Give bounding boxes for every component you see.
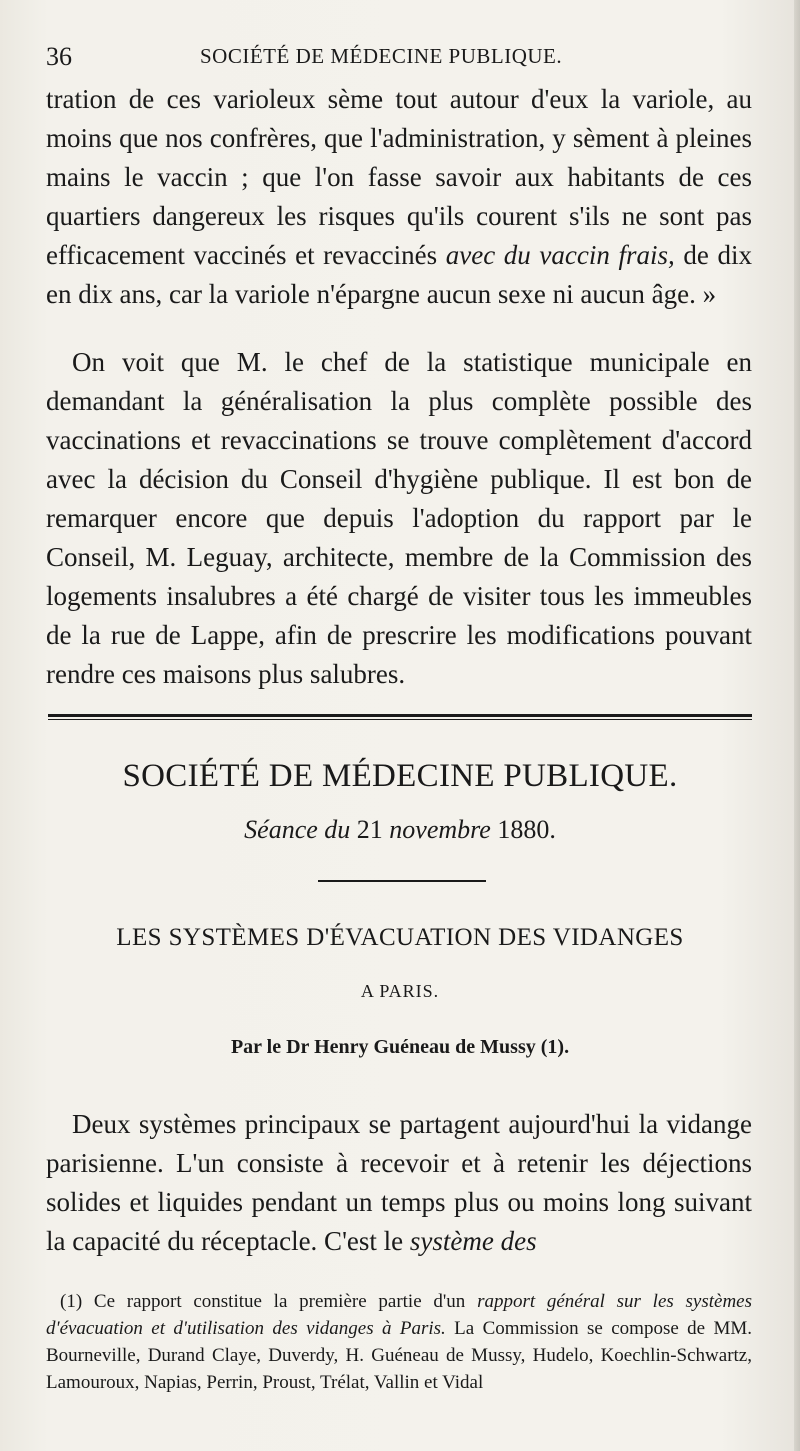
article-title: LES SYSTÈMES D'ÉVACUATION DES VIDANGES bbox=[116, 924, 684, 951]
seance-month: novembre bbox=[389, 815, 491, 844]
paragraph-3-italic: système des bbox=[409, 1226, 537, 1256]
paragraph-3 bbox=[46, 1105, 752, 1261]
society-title: SOCIÉTÉ DE MÉDECINE PUBLIQUE. bbox=[122, 758, 678, 794]
page-edge-shadow bbox=[794, 0, 800, 1451]
page-number: 36 bbox=[46, 42, 72, 71]
article-subtitle: A PARIS. bbox=[360, 981, 440, 1001]
seance-label: Séance du bbox=[244, 815, 351, 844]
footnote bbox=[46, 1288, 752, 1396]
footnote-italic: rapport général sur les systèmes d'évacuation et d'utilisation des vidanges à Paris. bbox=[46, 1291, 753, 1339]
paragraph-1-italic: avec du vaccin frais, bbox=[445, 240, 675, 270]
footnote-lead: (1) Ce rapport constitue la première partie d'un bbox=[60, 1291, 466, 1312]
paragraph-2-text: On voit que M. le chef de la statistique municipale en demandant la généralisation la plus complète possible des vaccinations et revaccinations se trouve complètement d'accord avec la décision du Conseil d'hygiène publique. Il est bon de remarquer encore que depuis l'adoption du rapport par le Conseil, M. Leguay, architecte, membre de la Commission des logements insalubres a été chargé de visiter tous les immeubles de la rue de Lappe, afin de prescrire les modifications pouvant rendre ces maisons plus salubres. bbox=[46, 347, 752, 689]
paragraph-3-lead: Deux systèmes principaux se partagent aujourd'hui la vidange parisienne. L'un consiste à recevoir et à retenir les déjections solides et liquides pendant un temps plus ou moins long suivant la capacité du réceptacle. C'est le bbox=[46, 1109, 752, 1256]
article-author: Par le Dr Henry Guéneau de Mussy (1). bbox=[230, 1036, 570, 1058]
paragraph-1-lead: tration de ces varioleux sème tout autour d'eux la variole, au moins que nos confrères, que l'administration, y sèment à pleines mains le vaccin ; que l'on fasse savoir aux habitants de ces quartiers dangereux les risques qu'ils courent s'ils ne sont pas efficacement vaccinés et revaccinés bbox=[46, 84, 752, 270]
section-divider bbox=[48, 714, 752, 720]
paragraph-1 bbox=[46, 80, 752, 314]
running-head bbox=[46, 38, 760, 78]
short-divider bbox=[318, 880, 486, 882]
running-title: SOCIÉTÉ DE MÉDECINE PUBLIQUE. bbox=[200, 44, 563, 68]
paragraph-1-tail: de dix en dix ans, car la variole n'épargne aucun sexe ni aucun âge. » bbox=[46, 240, 752, 309]
seance-date bbox=[0, 815, 800, 845]
seance-year: 1880. bbox=[497, 815, 556, 844]
footnote-tail: La Commission se compose de MM. Bourneville, Durand Claye, Duverdy, H. Guéneau de Mussy, Hudelo, Koechlin-Schwartz, Lamouroux, Napias, Perrin, Proust, Trélat, Vallin et Vidal bbox=[46, 1318, 752, 1393]
seance-day: 21 bbox=[356, 815, 383, 844]
paragraph-2 bbox=[46, 343, 752, 694]
